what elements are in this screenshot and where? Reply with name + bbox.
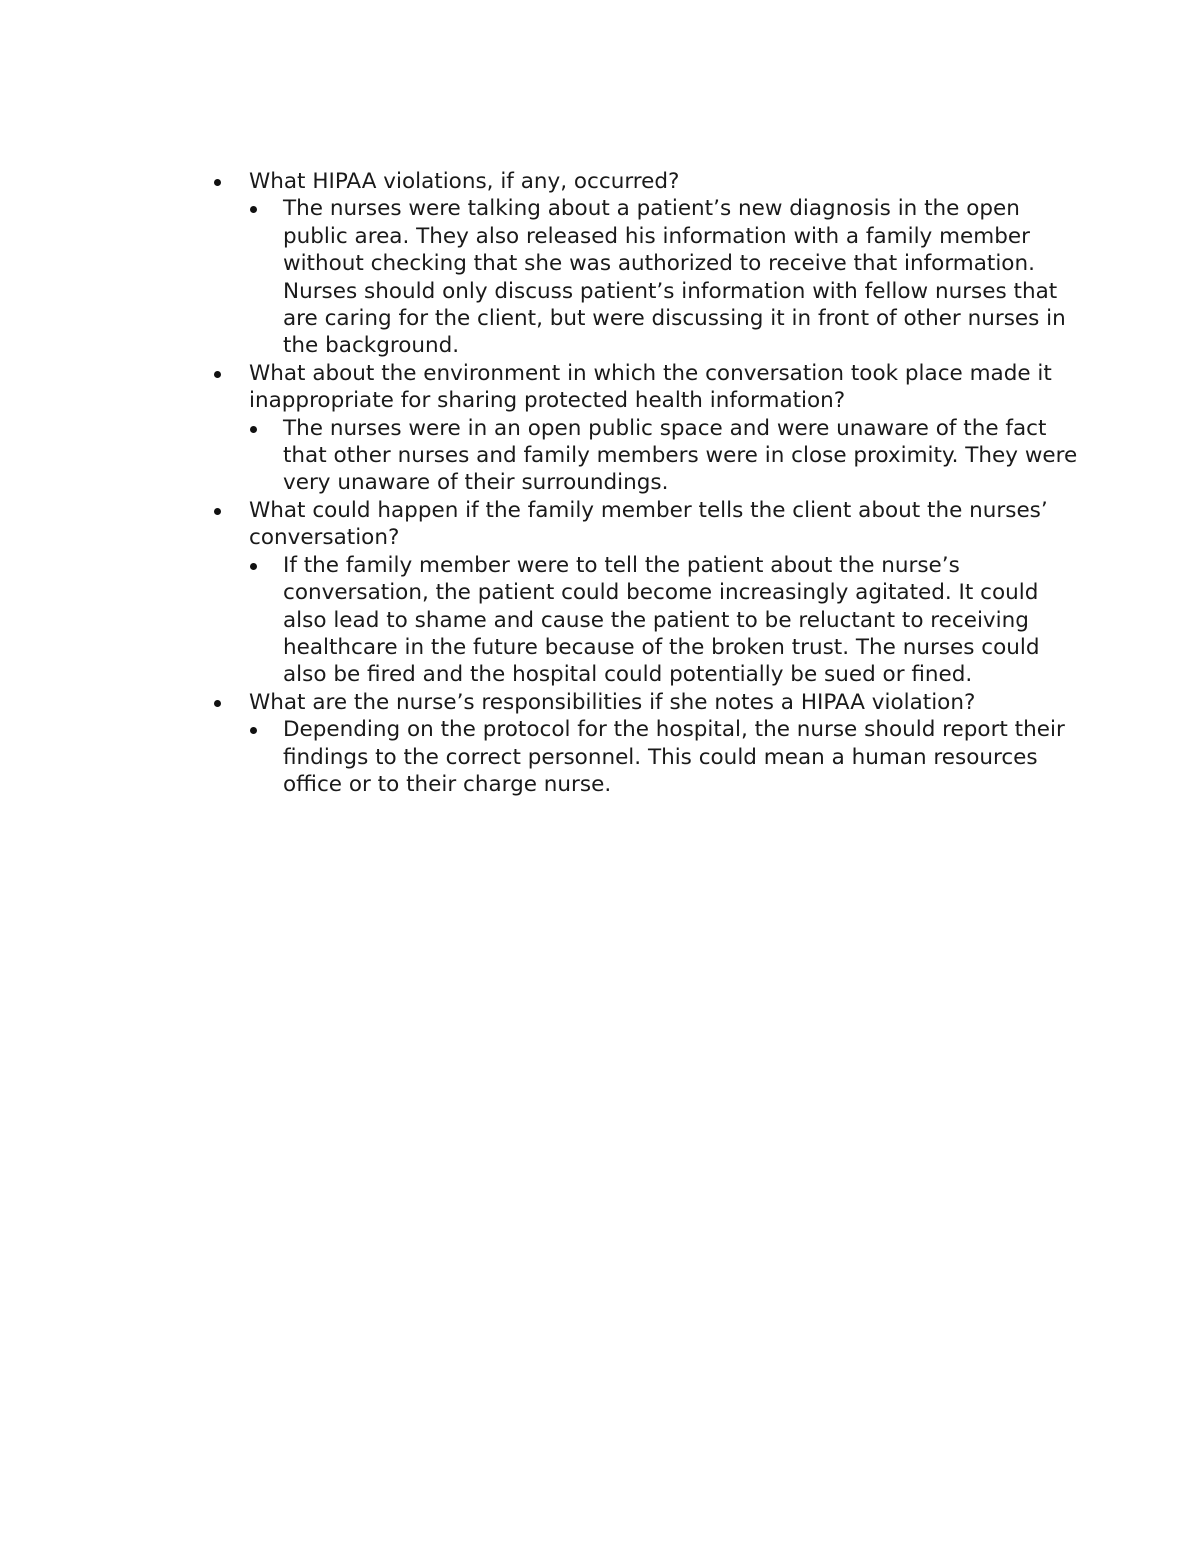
bullet-icon xyxy=(214,700,221,707)
bullet-icon xyxy=(214,179,221,186)
question-text: What could happen if the family member tells the client about the nurses’ conversation? xyxy=(249,497,1048,551)
answer-text: If the family member were to tell the patient about the nurse’s conversation, the patient could become increasingly agitated. It could also lead to shame and cause the patient to be reluctant to receiving healthcare in the future because of the broken trust. The nurses could also be fired and the hospital could potentially be sued or fined. xyxy=(283,552,1040,688)
bullet-icon xyxy=(250,426,257,433)
answer-text: Depending on the protocol for the hospital, the nurse should report their findings to the correct personnel. This could mean a human resources office or to their charge nurse. xyxy=(283,717,1065,797)
question-item-1 xyxy=(206,168,1086,195)
question-item-3 xyxy=(206,497,1086,552)
question-item-4 xyxy=(206,689,1086,716)
bullet-icon xyxy=(214,371,221,378)
answer-item-3 xyxy=(206,552,1086,689)
question-text: What about the environment in which the conversation took place made it inappropriate for sharing protected health information? xyxy=(249,360,1052,414)
question-text: What are the nurse’s responsibilities if she notes a HIPAA violation? xyxy=(249,689,976,715)
question-list xyxy=(206,168,1086,798)
answer-item-2 xyxy=(206,415,1086,497)
answer-text: The nurses were talking about a patient’s new diagnosis in the open public area. They also released his information with a family member without checking that she was authorized to receive that information. Nurses should only discuss patient’s information with fellow nurses that are caring for the client, but were discussing it in front of other nurses in the background. xyxy=(283,196,1066,359)
question-text: What HIPAA violations, if any, occurred? xyxy=(249,169,680,194)
document-body xyxy=(206,168,1086,798)
answer-text: The nurses were in an open public space and were unaware of the fact that other nurses and family members were in close proximity. They were very unaware of their surroundings. xyxy=(283,415,1078,496)
bullet-icon xyxy=(214,508,221,515)
answer-item-1 xyxy=(206,195,1086,359)
question-item-2 xyxy=(206,360,1086,415)
bullet-icon xyxy=(250,563,257,570)
answer-item-4 xyxy=(206,716,1086,798)
bullet-icon xyxy=(250,206,257,213)
bullet-icon xyxy=(250,727,257,734)
